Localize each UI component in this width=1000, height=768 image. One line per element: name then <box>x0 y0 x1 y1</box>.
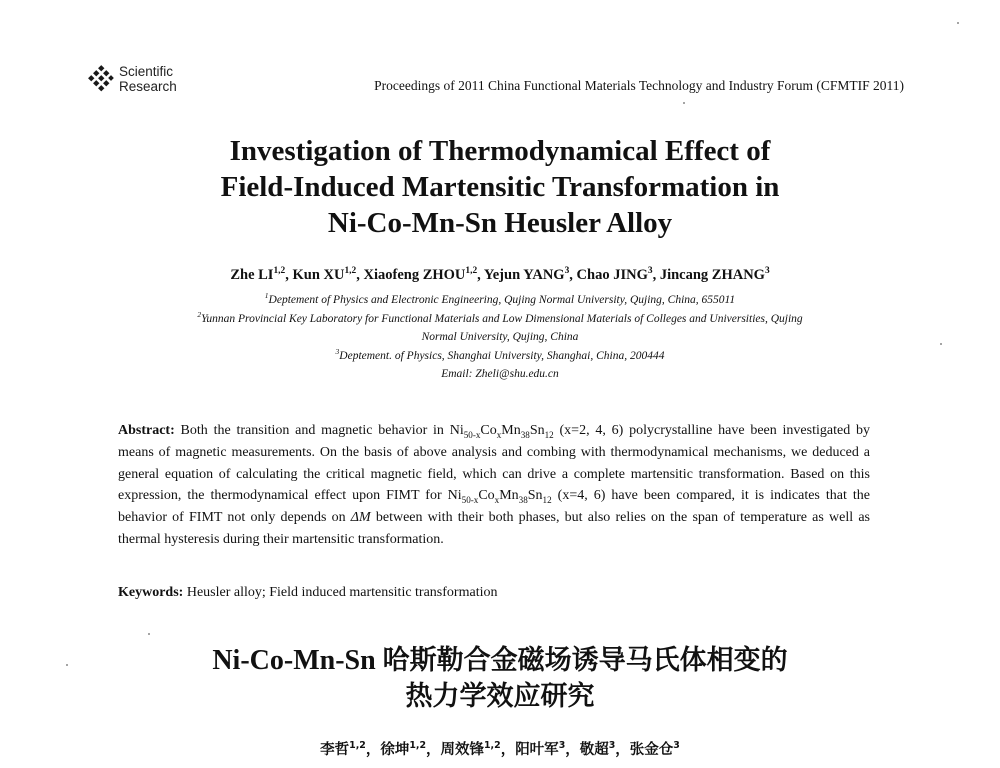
author: Kun XU$^{1,2}$, <box>292 266 364 283</box>
author: Chao JING$^3$, <box>576 266 660 283</box>
paper-title <box>110 133 890 241</box>
scan-speck <box>957 22 959 24</box>
author: Jincang ZHANG$^3$ <box>659 266 770 283</box>
author-list <box>60 267 940 284</box>
publisher-logo <box>86 64 177 94</box>
author-email: Email: Zheli@shu.edu.cn <box>441 368 559 380</box>
chinese-author: 敬超$^3$， <box>579 740 630 758</box>
logo-line-2: Research <box>119 79 177 94</box>
chinese-author: 李哲$^{1,2}$， <box>320 740 381 758</box>
scan-speck <box>683 102 685 104</box>
delta-m-symbol: ΔM <box>350 510 371 526</box>
scan-speck <box>940 343 942 345</box>
chinese-author-list <box>100 738 900 759</box>
chinese-author: 周效锋$^{1,2}$， <box>440 740 516 758</box>
scan-speck <box>148 633 150 635</box>
affiliations <box>100 291 900 384</box>
chinese-author: 徐坤$^{1,2}$， <box>380 740 441 758</box>
chinese-title-line-2: 热力学效应研究 <box>405 681 595 712</box>
scan-speck <box>66 664 68 666</box>
logo-line-1: Scientific <box>119 64 174 79</box>
abstract-label: Abstract: <box>118 423 175 438</box>
chinese-title-line-1: Ni-Co-Mn-Sn 哈斯勒合金磁场诱导马氏体相变的 <box>212 645 788 676</box>
title-line-1: Investigation of Thermodynamical Effect of <box>229 135 771 167</box>
title-line-3: Ni-Co-Mn-Sn Heusler Alloy <box>327 207 673 239</box>
affiliation-2-continued: Normal University, Qujing, China <box>421 331 579 343</box>
title-line-2: Field-Induced Martensitic Transformation in <box>220 171 780 203</box>
author: Yejun YANG$^3$, <box>483 266 577 283</box>
proceedings-header: Proceedings of 2011 China Functional Materials Technology and Industry Forum (CFMTIF 2011) <box>374 78 904 93</box>
publisher-name <box>119 64 177 94</box>
affiliation-3: $^3$Deptement. of Physics, Shanghai University, Shanghai, China, 200444 <box>335 346 665 362</box>
abstract: Abstract: Both the transition and magnetic behavior in $Ni_{50-x}Co_xMn_{38}Sn_{12}$ (x=2, 4, 6) polycrystalline have been investigated by means of magnetic measurements. On the basis of above analysis and combing with thermodynamical mechanisms, we deduced a general equation of calculating the critical magnetic field, which can drive a complete martensitic transformation. Based on this expression, the thermodynamical effect upon FIMT for $Ni_{50-x}Co_xMn_{38}Sn_{12}$ (x=4, 6) have been compared, it is indicates that the behavior of FIMT not only depends on ΔM between with their both phases, but also relies on the span of temperature as well as thermal hysteresis during their martensitic transformation. <box>118 423 870 547</box>
author: Xiaofeng ZHOU$^{1,2}$, <box>363 266 484 283</box>
chinese-author: 阳叶军$^3$， <box>515 740 580 758</box>
affiliation-1: $^1$Deptement of Physics and Electronic Engineering, Qujing Normal University, Qujing, China, 655011 <box>264 291 736 306</box>
author: Zhe LI$^{1,2}$, <box>230 266 293 283</box>
affiliation-2: $^2$Yunnan Provincial Key Laboratory for Functional Materials and Low Dimensional Materials of Colleges and Universities, Qujing <box>197 309 803 325</box>
diamond-cluster-icon <box>86 64 116 94</box>
chinese-title <box>100 643 900 715</box>
chinese-author: 张金仓$^3$ <box>629 740 680 758</box>
keywords-label: Keywords: <box>118 585 184 600</box>
keywords: Keywords: Heusler alloy; Field induced martensitic transformation <box>118 585 498 600</box>
